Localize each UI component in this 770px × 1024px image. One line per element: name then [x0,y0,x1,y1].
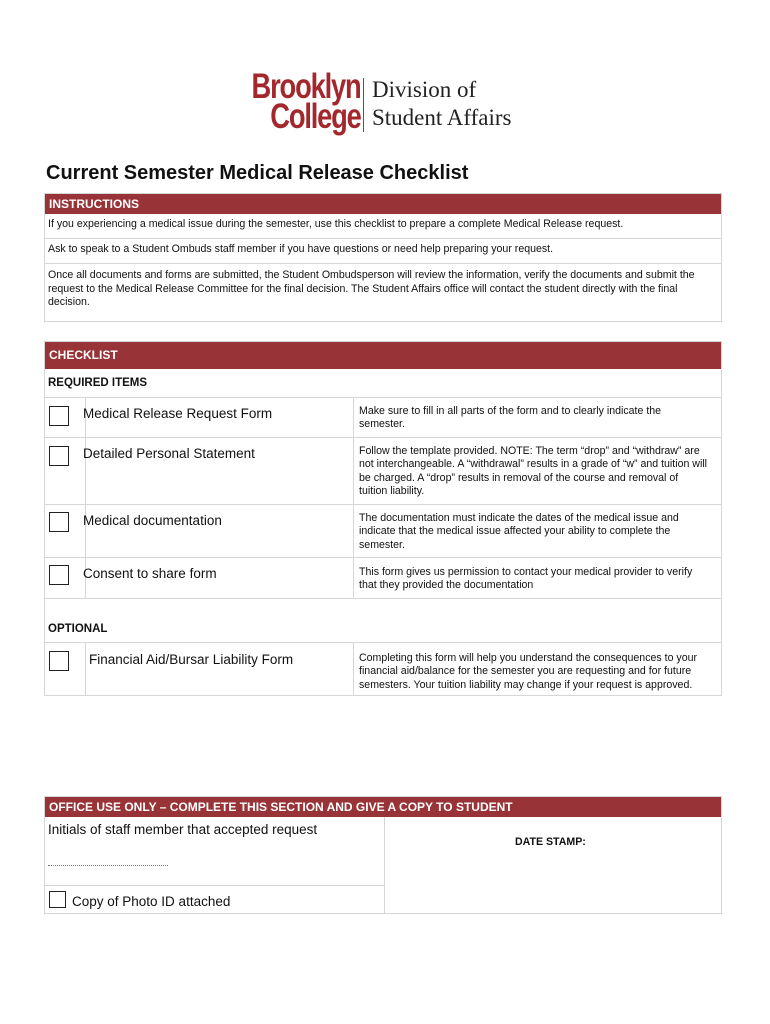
divider [85,642,86,696]
item-description: Completing this form will help you understand the consequences to your financial aid/balance for the semester you are requesting and for future semesters. Your tuition liability may change if your request is approved. [359,652,698,691]
divider [45,642,721,643]
checklist-header: CHECKLIST [45,342,721,369]
checklist-section [44,341,722,696]
office-use-section [44,796,722,914]
instruction-paragraph: Once all documents and forms are submitted, the Student Ombudsperson will review the information, verify the documents and submit the request to the Medical Release Committee for the final decision. The Student Affairs office will contact the student directly with the final decision. [48,269,695,308]
item-label: Financial Aid/Bursar Liability Form [89,652,294,667]
logo-divider [363,78,364,132]
initials-label: Initials of staff member that accepted request [48,822,318,837]
item-label: Detailed Personal Statement [83,446,255,461]
divider [45,557,721,558]
item-description: Make sure to fill in all parts of the form and to clearly indicate the semester. [359,405,662,431]
checkbox-photo-id[interactable] [49,891,66,908]
item-label: Medical documentation [83,513,222,528]
photo-id-label: Copy of Photo ID attached [72,894,231,909]
optional-heading: OPTIONAL [48,623,108,635]
page-title: Current Semester Medical Release Checklist [46,162,469,184]
required-items-heading: REQUIRED ITEMS [48,377,148,389]
instructions-header: INSTRUCTIONS [45,194,721,214]
item-label: Medical Release Request Form [83,406,273,421]
divider [353,397,354,598]
logo-division-line-1: Division of [372,77,477,102]
instruction-paragraph: If you experiencing a medical issue during the semester, use this checklist to prepare a complete Medical Release request. [45,214,721,239]
divider [384,817,385,914]
divider [45,397,721,398]
instructions-section [44,193,722,322]
checkbox-personal-statement[interactable] [49,446,69,466]
item-description: This form gives us permission to contact your medical provider to verify that they provided the documentation [359,566,693,592]
checkbox-medical-release-form[interactable] [49,406,69,426]
checkbox-consent-form[interactable] [49,565,69,585]
item-description: The documentation must indicate the dates of the medical issue and indicate that the medical issue affected your ability to complete the semester. [359,512,679,551]
brooklyn-college-logo [250,67,512,136]
divider [45,885,385,886]
divider [45,598,721,599]
logo-division [372,76,511,132]
logo-division-line-2: Student Affairs [372,105,512,130]
logo-line-2: College [270,97,361,136]
item-description: Follow the template provided. NOTE: The term “drop” and “withdraw” are not interchangeable. A “withdrawal” results in a grade of “w” and tuition will be charged. A “drop” results in removal of the course and removal of tuition liability. [359,445,708,498]
date-stamp-label: DATE STAMP: [515,836,586,848]
divider [45,504,721,505]
logo-line-1: Brooklyn [251,67,361,106]
item-label: Consent to share form [83,566,217,581]
checkbox-financial-aid-form[interactable] [49,651,69,671]
checkbox-medical-documentation[interactable] [49,512,69,532]
instruction-paragraph: Ask to speak to a Student Ombuds staff member if you have questions or need help preparing your request. [45,239,721,264]
office-use-header: OFFICE USE ONLY – COMPLETE THIS SECTION AND GIVE A COPY TO STUDENT [45,797,721,817]
divider [45,437,721,438]
divider [353,642,354,696]
logo-wordmark [250,67,361,136]
initials-signature-line[interactable] [48,865,168,866]
